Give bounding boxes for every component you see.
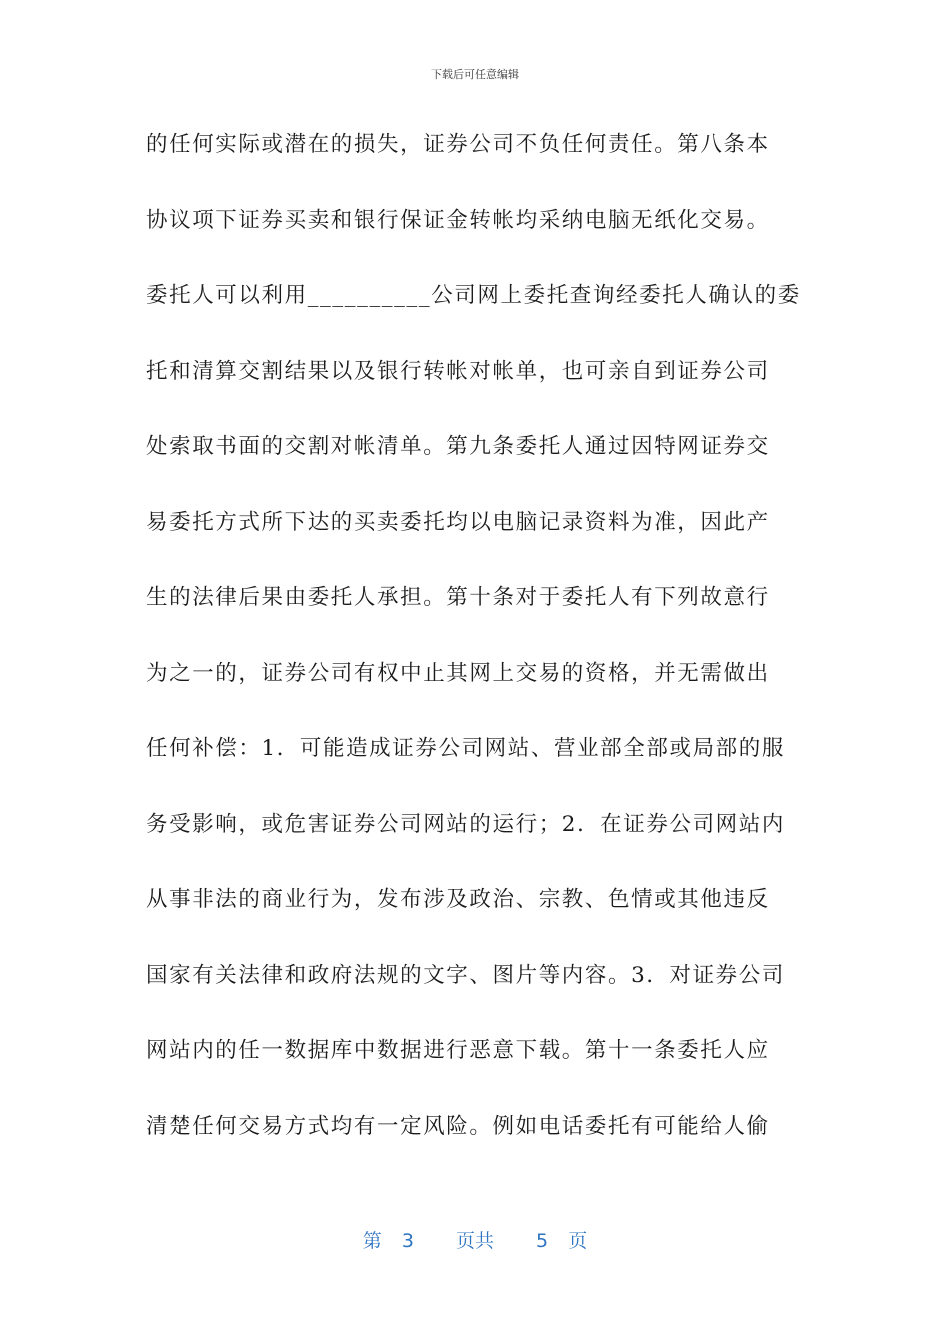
footer-total-pages: 5 [536, 1230, 549, 1252]
body-line: 从事非法的商业行为，发布涉及政治、宗教、色情或其他违反 [146, 887, 770, 912]
body-line: 托和清算交割结果以及银行转帐对帐单，也可亲自到证券公司 [146, 358, 770, 384]
body-line: 网站内的任一数据库中数据进行恶意下载。第十一条委托人应 [146, 1038, 770, 1063]
footer-current-page: 3 [401, 1230, 414, 1252]
header-text: 下载后可任意编辑 [431, 68, 519, 81]
body-line: 国家有关法律和政府法规的文字、图片等内容。3．对证券公司 [146, 962, 785, 988]
footer-suffix: 页 [568, 1230, 588, 1252]
body-line: 处索取书面的交割对帐清单。第九条委托人通过因特网证券交 [146, 434, 770, 459]
footer-middle: 页共 [455, 1230, 494, 1252]
body-line: 易委托方式所下达的买卖委托均以电脑记录资料为准，因此产 [146, 509, 770, 535]
page-header [0, 66, 950, 82]
body-line: 生的法律后果由委托人承担。第十条对于委托人有下列故意行 [146, 585, 770, 610]
document-body [146, 120, 806, 1177]
body-line: 清楚任何交易方式均有一定风险。例如电话委托有可能给人偷 [146, 1113, 770, 1139]
page-footer [0, 1226, 950, 1253]
body-line: 协议项下证券买卖和银行保证金转帐均采纳电脑无纸化交易。 [146, 207, 770, 233]
body-line: 任何补偿：1．可能造成证券公司网站、营业部全部或局部的服 [146, 736, 785, 761]
footer-prefix: 第 [362, 1230, 382, 1252]
body-line: 为之一的，证券公司有权中止其网上交易的资格，并无需做出 [146, 660, 770, 686]
body-line: 委托人可以利用__________公司网上委托查询经委托人确认的委 [146, 283, 801, 308]
body-line: 的任何实际或潜在的损失，证券公司不负任何责任。第八条本 [146, 132, 770, 157]
body-line: 务受影响，或危害证券公司网站的运行；2．在证券公司网站内 [146, 811, 785, 837]
